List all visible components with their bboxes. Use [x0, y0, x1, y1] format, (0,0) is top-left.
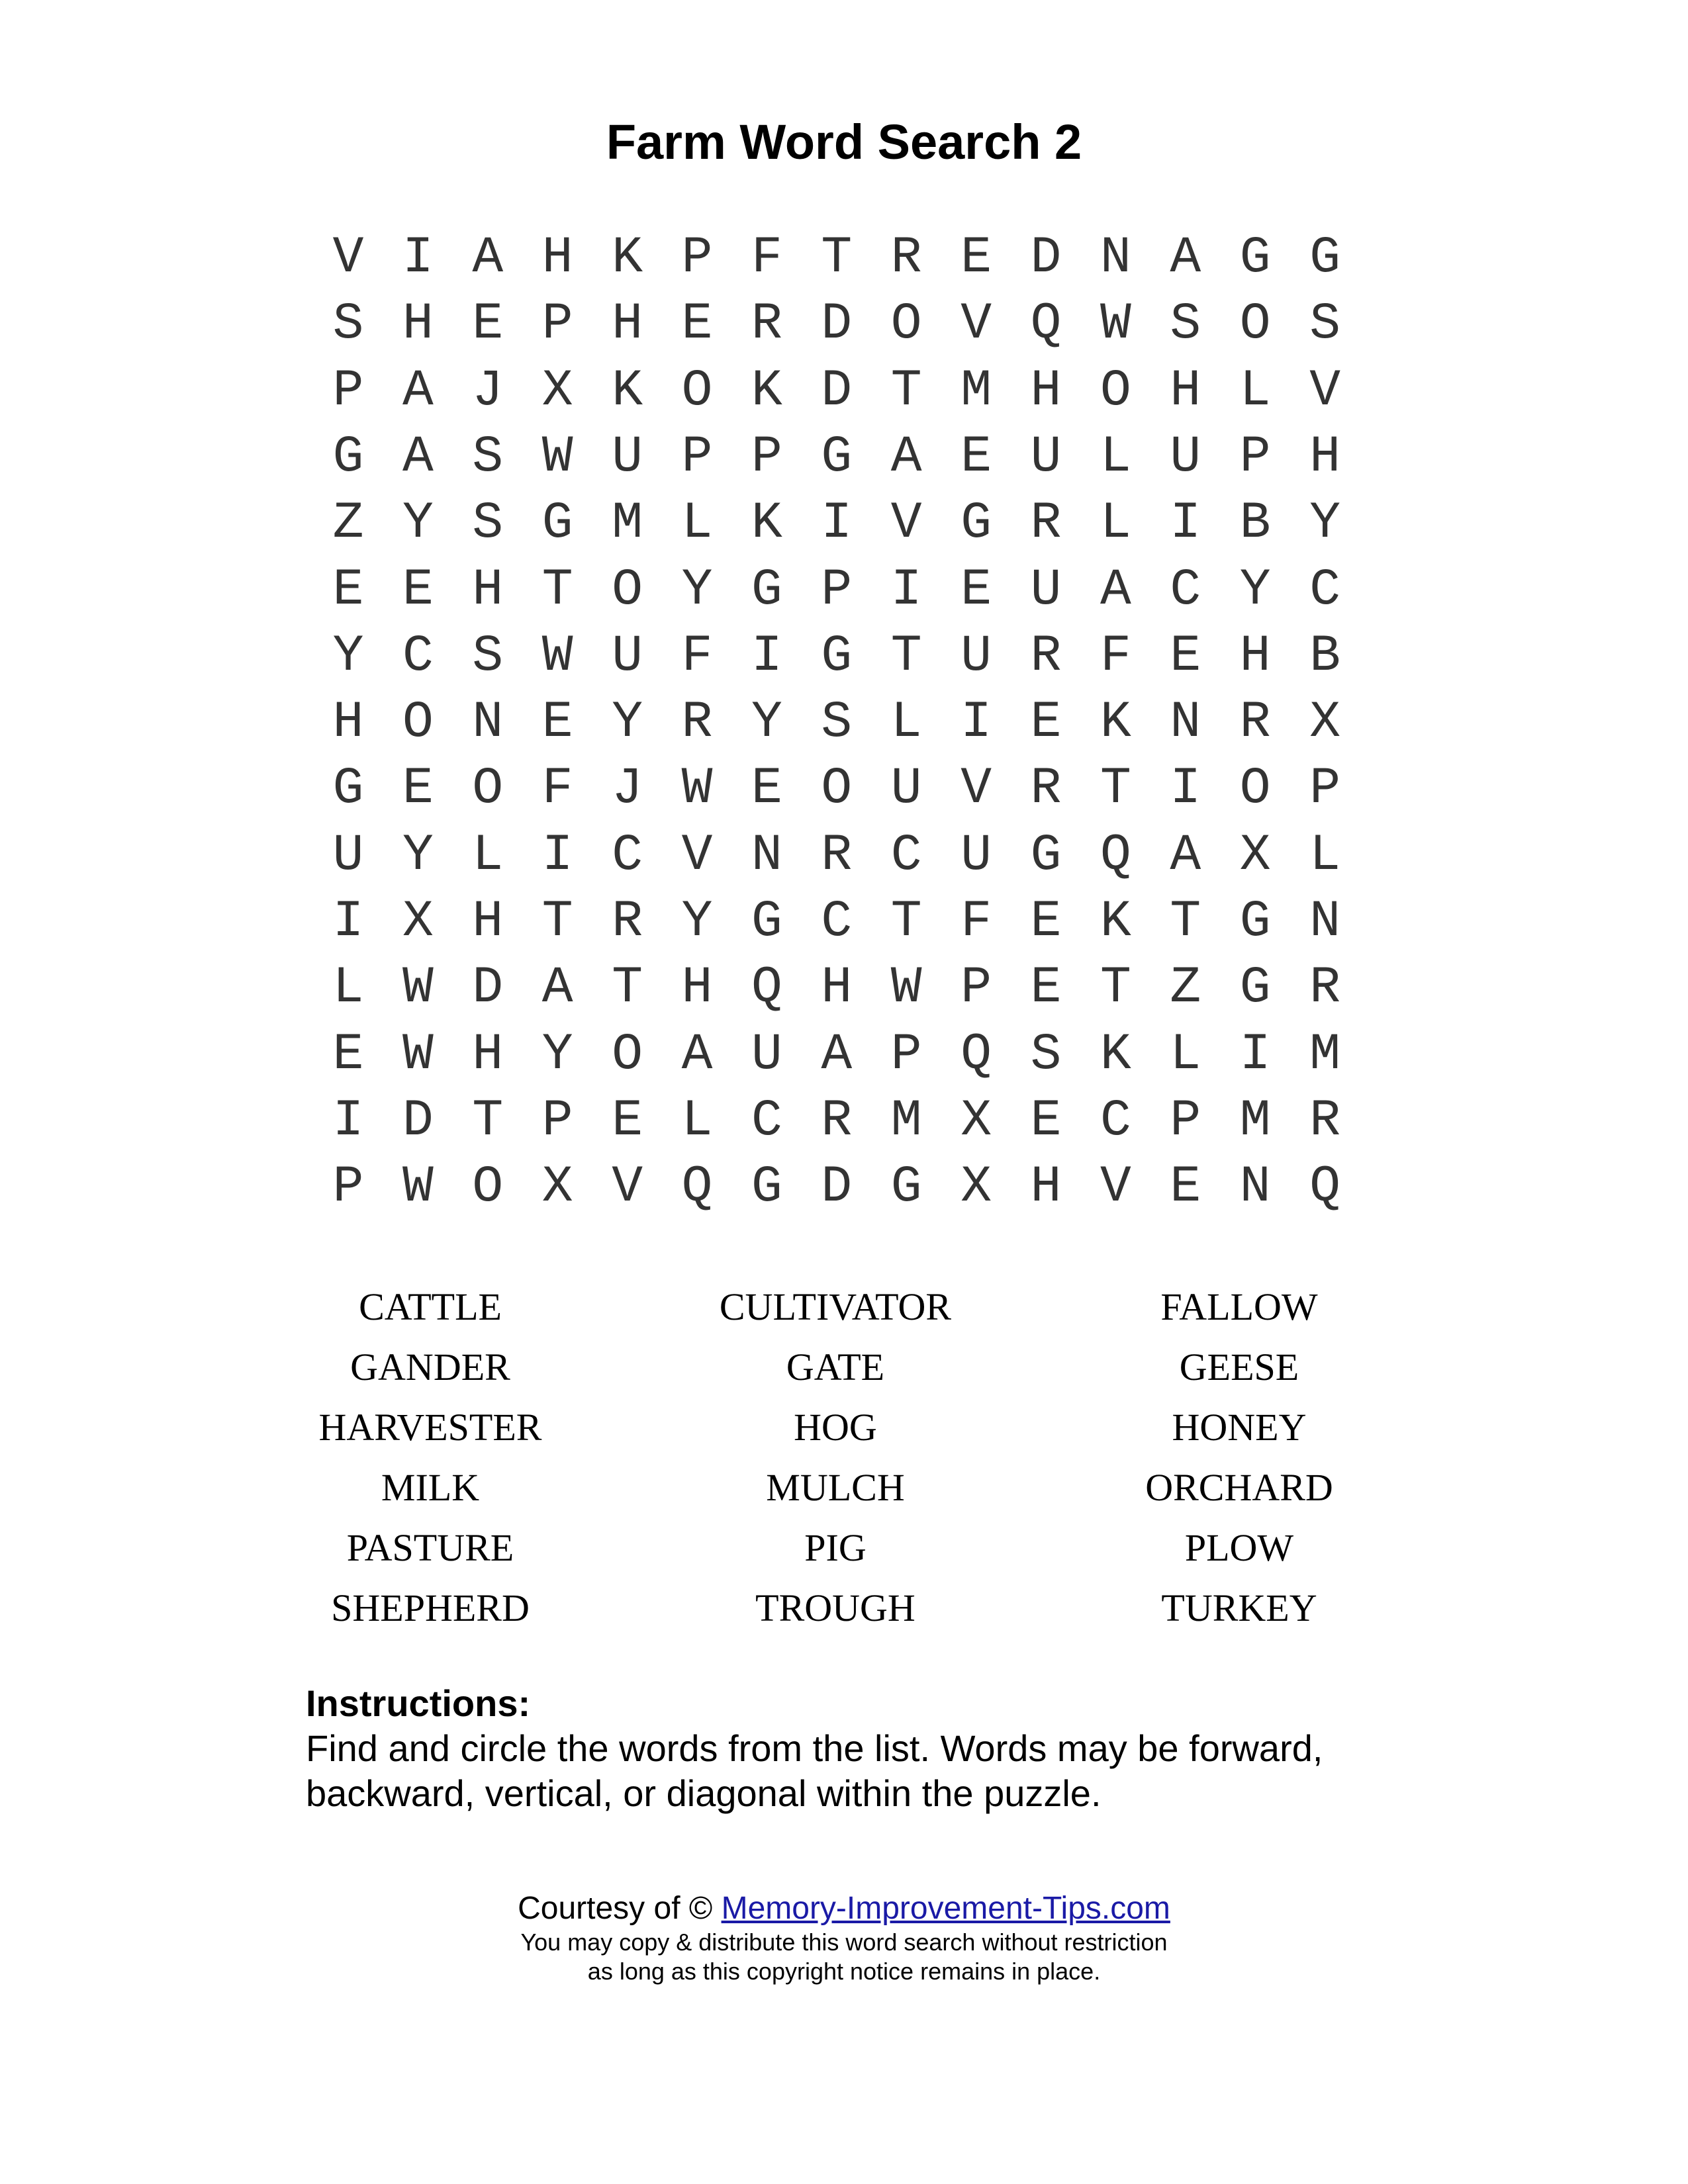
grid-letter: E: [402, 561, 434, 619]
grid-letter: E: [681, 295, 713, 354]
grid-letter: G: [1239, 959, 1271, 1018]
grid-letter: E: [332, 561, 364, 619]
word-list-item: MILK: [381, 1466, 480, 1509]
grid-letter: D: [821, 361, 853, 420]
grid-letter: G: [1309, 229, 1340, 287]
grid-letter: O: [472, 1158, 504, 1217]
grid-letter: L: [1239, 361, 1271, 420]
grid-letter: O: [612, 561, 643, 619]
instructions-line-2: backward, vertical, or diagonal within the puzzle.: [306, 1772, 1102, 1814]
grid-letter: M: [612, 494, 643, 553]
grid-letter: E: [1030, 694, 1062, 752]
grid-letter: H: [1030, 1158, 1062, 1217]
grid-letter: E: [751, 760, 782, 819]
grid-letter: G: [1239, 893, 1271, 951]
grid-letter: T: [1100, 959, 1131, 1018]
grid-letter: H: [541, 229, 573, 287]
grid-letter: U: [332, 826, 364, 885]
grid-letter: O: [1239, 295, 1271, 354]
grid-letter: L: [332, 959, 364, 1018]
grid-letter: C: [402, 627, 434, 686]
grid-letter: E: [1170, 627, 1201, 686]
grid-letter: H: [1309, 428, 1340, 486]
instructions: [306, 1681, 1431, 1816]
grid-letter: C: [751, 1091, 782, 1150]
grid-letter: P: [751, 428, 782, 486]
grid-letter: W: [402, 1158, 434, 1217]
grid-letter: R: [612, 893, 643, 951]
grid-letter: U: [612, 428, 643, 486]
grid-letter: W: [541, 428, 573, 486]
grid-letter: K: [612, 229, 643, 287]
word-list-item: PIG: [804, 1526, 867, 1569]
grid-letter: H: [472, 893, 504, 951]
grid-letter: H: [1239, 627, 1271, 686]
grid-letter: F: [541, 760, 573, 819]
grid-letter: E: [541, 694, 573, 752]
grid-letter: N: [1239, 1158, 1271, 1217]
grid-letter: V: [961, 295, 992, 354]
grid-letter: W: [890, 959, 922, 1018]
grid-letter: A: [402, 361, 434, 420]
word-list-item: MULCH: [766, 1466, 905, 1509]
grid-letter: Y: [681, 561, 713, 619]
grid-letter: H: [332, 694, 364, 752]
grid-letter: Y: [402, 826, 434, 885]
grid-letter: J: [472, 361, 504, 420]
word-list-item: SHEPHERD: [331, 1586, 530, 1629]
grid-letter: I: [402, 229, 434, 287]
grid-letter: S: [332, 295, 364, 354]
grid-letter: C: [890, 826, 922, 885]
grid-letter: S: [472, 428, 504, 486]
grid-letter: G: [332, 760, 364, 819]
grid-letter: T: [541, 561, 573, 619]
grid-letter: H: [681, 959, 713, 1018]
grid-letter: W: [681, 760, 713, 819]
grid-letter: X: [961, 1091, 992, 1150]
word-list-item: HONEY: [1172, 1406, 1307, 1449]
grid-letter: A: [821, 1025, 853, 1084]
site-link[interactable]: Memory-Improvement-Tips.com: [721, 1891, 1170, 1926]
grid-letter: L: [890, 694, 922, 752]
grid-letter: M: [890, 1091, 922, 1150]
grid-letter: E: [402, 760, 434, 819]
grid-letter: H: [821, 959, 853, 1018]
grid-letter: V: [612, 1158, 643, 1217]
grid-letter: E: [1170, 1158, 1201, 1217]
grid-letter: G: [961, 494, 992, 553]
grid-letter: I: [1239, 1025, 1271, 1084]
grid-letter: I: [1170, 760, 1201, 819]
grid-letter: W: [402, 959, 434, 1018]
grid-letter: F: [961, 893, 992, 951]
word-list-item: FALLOW: [1160, 1285, 1318, 1328]
grid-letter: L: [472, 826, 504, 885]
grid-letter: I: [332, 893, 364, 951]
grid-letter: Q: [1309, 1158, 1340, 1217]
grid-letter: B: [1239, 494, 1271, 553]
grid-letter: C: [821, 893, 853, 951]
word-list-item: CATTLE: [359, 1285, 502, 1328]
courtesy-line: [0, 1889, 1688, 1928]
grid-letter: E: [472, 295, 504, 354]
grid-letter: T: [890, 627, 922, 686]
grid-letter: E: [1030, 1091, 1062, 1150]
grid-letter: P: [1170, 1091, 1201, 1150]
copyright-notice-line-1: You may copy & distribute this word search without restriction: [520, 1929, 1168, 1956]
grid-letter: A: [1170, 826, 1201, 885]
grid-letter: R: [821, 826, 853, 885]
grid-letter: T: [472, 1091, 504, 1150]
grid-letter: S: [1170, 295, 1201, 354]
grid-letter: R: [751, 295, 782, 354]
grid-letter: X: [1239, 826, 1271, 885]
grid-letter: R: [1309, 959, 1340, 1018]
grid-letter: P: [681, 229, 713, 287]
grid-letter: F: [681, 627, 713, 686]
page-title: Farm Word Search 2: [606, 114, 1082, 169]
grid-letter: W: [541, 627, 573, 686]
grid-letter: V: [1100, 1158, 1131, 1217]
instructions-line-1: Find and circle the words from the list. Words may be forward,: [306, 1727, 1323, 1769]
grid-letter: X: [1309, 694, 1340, 752]
grid-letter: H: [1030, 361, 1062, 420]
grid-letter: N: [1100, 229, 1131, 287]
grid-letter: H: [472, 1025, 504, 1084]
grid-letter: A: [1170, 229, 1201, 287]
grid-letter: A: [1100, 561, 1131, 619]
grid-letter: S: [472, 627, 504, 686]
grid-letter: A: [681, 1025, 713, 1084]
word-list-item: HOG: [794, 1406, 877, 1449]
word-list-item: TURKEY: [1161, 1586, 1317, 1629]
grid-letter: P: [1239, 428, 1271, 486]
grid-letter: Y: [1239, 561, 1271, 619]
grid-letter: P: [332, 1158, 364, 1217]
grid-letter: R: [681, 694, 713, 752]
grid-letter: Y: [751, 694, 782, 752]
grid-letter: D: [821, 1158, 853, 1217]
grid-letter: L: [1100, 428, 1131, 486]
word-list-item: ORCHARD: [1145, 1466, 1333, 1509]
grid-letter: U: [1170, 428, 1201, 486]
word-list-item: GATE: [786, 1345, 885, 1388]
grid-letter: X: [541, 361, 573, 420]
grid-letter: L: [1100, 494, 1131, 553]
word-list-item: GEESE: [1179, 1345, 1299, 1388]
grid-letter: E: [1030, 959, 1062, 1018]
grid-letter: R: [1030, 760, 1062, 819]
grid-letter: G: [1239, 229, 1271, 287]
grid-letter: P: [541, 295, 573, 354]
grid-letter: O: [681, 361, 713, 420]
grid-letter: T: [890, 361, 922, 420]
grid-letter: T: [821, 229, 853, 287]
grid-letter: R: [890, 229, 922, 287]
grid-letter: I: [332, 1091, 364, 1150]
grid-letter: C: [1309, 561, 1340, 619]
grid-letter: I: [751, 627, 782, 686]
grid-letter: L: [681, 494, 713, 553]
grid-letter: Y: [1309, 494, 1340, 553]
grid-letter: K: [1100, 893, 1131, 951]
grid-letter: W: [1100, 295, 1131, 354]
grid-letter: T: [612, 959, 643, 1018]
grid-letter: K: [751, 361, 782, 420]
grid-letter: A: [402, 428, 434, 486]
grid-letter: D: [1030, 229, 1062, 287]
grid-letter: Q: [961, 1025, 992, 1084]
grid-letter: E: [961, 561, 992, 619]
grid-letter: O: [612, 1025, 643, 1084]
grid-letter: T: [890, 893, 922, 951]
grid-letter: H: [472, 561, 504, 619]
grid-letter: U: [890, 760, 922, 819]
grid-letter: D: [402, 1091, 434, 1150]
grid-letter: S: [1309, 295, 1340, 354]
grid-letter: X: [961, 1158, 992, 1217]
grid-letter: F: [1100, 627, 1131, 686]
grid-letter: O: [890, 295, 922, 354]
grid-letter: G: [821, 627, 853, 686]
grid-letter: P: [821, 561, 853, 619]
grid-letter: S: [472, 494, 504, 553]
grid-letter: L: [1170, 1025, 1201, 1084]
grid-letter: F: [751, 229, 782, 287]
grid-letter: O: [1239, 760, 1271, 819]
grid-letter: C: [1170, 561, 1201, 619]
grid-letter: O: [821, 760, 853, 819]
grid-letter: U: [961, 627, 992, 686]
grid-letter: E: [332, 1025, 364, 1084]
grid-letter: V: [332, 229, 364, 287]
word-list-item: HARVESTER: [318, 1406, 542, 1449]
word-list-item: CULTIVATOR: [719, 1285, 952, 1328]
grid-letter: G: [821, 428, 853, 486]
courtesy-prefix: Courtesy of ©: [518, 1891, 722, 1926]
grid-letter: P: [541, 1091, 573, 1150]
grid-letter: Y: [612, 694, 643, 752]
grid-letter: E: [961, 229, 992, 287]
copyright-notice-line-2: as long as this copyright notice remains in place.: [587, 1958, 1101, 1985]
grid-letter: V: [681, 826, 713, 885]
grid-letter: X: [402, 893, 434, 951]
grid-letter: T: [541, 893, 573, 951]
grid-letter: V: [961, 760, 992, 819]
grid-letter: S: [1030, 1025, 1062, 1084]
grid-letter: L: [1309, 826, 1340, 885]
grid-letter: Y: [402, 494, 434, 553]
grid-letter: N: [1170, 694, 1201, 752]
grid-letter: K: [612, 361, 643, 420]
grid-letter: Q: [1030, 295, 1062, 354]
grid-letter: L: [681, 1091, 713, 1150]
grid-letter: M: [961, 361, 992, 420]
grid-letter: N: [1309, 893, 1340, 951]
grid-letter: J: [612, 760, 643, 819]
grid-letter: P: [1309, 760, 1340, 819]
grid-letter: M: [1309, 1025, 1340, 1084]
grid-letter: G: [1030, 826, 1062, 885]
grid-letter: T: [1170, 893, 1201, 951]
grid-letter: R: [1309, 1091, 1340, 1150]
grid-letter: D: [472, 959, 504, 1018]
grid-letter: Q: [1100, 826, 1131, 885]
grid-letter: Y: [332, 627, 364, 686]
grid-letter: Y: [541, 1025, 573, 1084]
grid-letter: G: [541, 494, 573, 553]
grid-letter: V: [1309, 361, 1340, 420]
grid-letter: Z: [1170, 959, 1201, 1018]
grid-letter: V: [890, 494, 922, 553]
grid-letter: K: [1100, 1025, 1131, 1084]
word-list-item: PLOW: [1184, 1526, 1294, 1569]
grid-letter: D: [821, 295, 853, 354]
grid-letter: P: [961, 959, 992, 1018]
grid-letter: A: [541, 959, 573, 1018]
instructions-heading: Instructions:: [306, 1682, 531, 1724]
grid-letter: O: [1100, 361, 1131, 420]
grid-letter: U: [612, 627, 643, 686]
grid-letter: H: [612, 295, 643, 354]
grid-letter: B: [1309, 627, 1340, 686]
grid-letter: E: [612, 1091, 643, 1150]
footer: [0, 1889, 1688, 1986]
grid-letter: R: [1030, 494, 1062, 553]
grid-letter: O: [472, 760, 504, 819]
grid-letter: H: [402, 295, 434, 354]
grid-letter: R: [1239, 694, 1271, 752]
grid-letter: A: [472, 229, 504, 287]
grid-letter: C: [612, 826, 643, 885]
grid-letter: E: [961, 428, 992, 486]
grid-letter: U: [751, 1025, 782, 1084]
grid-letter: R: [1030, 627, 1062, 686]
grid-letter: U: [1030, 561, 1062, 619]
grid-letter: H: [1170, 361, 1201, 420]
grid-letter: P: [681, 428, 713, 486]
grid-letter: X: [541, 1158, 573, 1217]
grid-letter: O: [402, 694, 434, 752]
grid-letter: A: [890, 428, 922, 486]
grid-letter: U: [961, 826, 992, 885]
grid-letter: P: [332, 361, 364, 420]
grid-letter: G: [890, 1158, 922, 1217]
grid-letter: R: [821, 1091, 853, 1150]
grid-letter: N: [751, 826, 782, 885]
grid-letter: I: [541, 826, 573, 885]
grid-letter: S: [821, 694, 853, 752]
word-list-item: PASTURE: [346, 1526, 514, 1569]
grid-letter: W: [402, 1025, 434, 1084]
grid-letter: M: [1239, 1091, 1271, 1150]
word-list-item: GANDER: [350, 1345, 510, 1388]
grid-letter: K: [751, 494, 782, 553]
grid-letter: K: [1100, 694, 1131, 752]
grid-letter: Q: [681, 1158, 713, 1217]
grid-letter: I: [961, 694, 992, 752]
grid-letter: I: [1170, 494, 1201, 553]
grid-letter: G: [751, 893, 782, 951]
grid-letter: N: [472, 694, 504, 752]
grid-letter: I: [890, 561, 922, 619]
grid-letter: I: [821, 494, 853, 553]
grid-letter: C: [1100, 1091, 1131, 1150]
grid-letter: G: [751, 1158, 782, 1217]
grid-letter: T: [1100, 760, 1131, 819]
grid-letter: Z: [332, 494, 364, 553]
grid-letter: U: [1030, 428, 1062, 486]
grid-letter: E: [1030, 893, 1062, 951]
grid-letter: G: [332, 428, 364, 486]
grid-letter: G: [751, 561, 782, 619]
grid-letter: Y: [681, 893, 713, 951]
grid-letter: Q: [751, 959, 782, 1018]
word-list-item: TROUGH: [755, 1586, 915, 1629]
grid-letter: P: [890, 1025, 922, 1084]
